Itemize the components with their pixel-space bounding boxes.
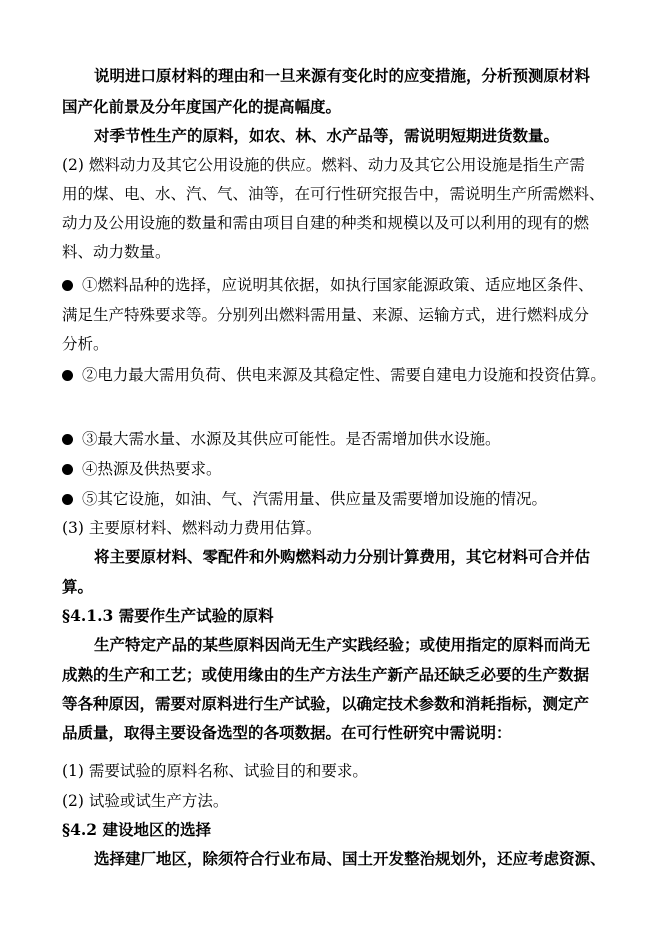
paragraph-line: 生产特定产品的某些原料因尚无生产实践经验；或使用指定的原料而尚无 — [94, 635, 591, 654]
paragraph-line: 料、动力数量。 — [62, 243, 171, 261]
bullet-item-line: ⑤其它设施，如油、气、汽需用量、供应量及需要增加设施的情况。 — [82, 490, 548, 508]
paragraph-line: 将主要原材料、零配件和外购燃料动力分别计算费用，其它材料可合并估 — [94, 547, 591, 566]
paragraph-line: 算。 — [62, 577, 94, 596]
section-heading: §4.2 建设地区的选择 — [62, 820, 211, 839]
bullet-icon — [62, 494, 73, 505]
paragraph-line: (2) 燃料动力及其它公用设施的供应。燃料、动力及其它公用设施是指生产需 — [62, 156, 585, 174]
paragraph-line: 对季节性生产的原料，如农、林、水产品等，需说明短期进货数量。 — [94, 126, 560, 145]
bullet-icon — [62, 280, 73, 291]
paragraph-line: (1) 需要试验的原料名称、试验目的和要求。 — [62, 762, 368, 780]
bullet-item-line: ②电力最大需用负荷、供电来源及其稳定性、需要自建电力设施和投资估算。 — [82, 366, 606, 384]
paragraph-line: 成熟的生产和工艺；或使用缘由的生产方法生产新产品还缺乏必要的生产数据 — [62, 665, 590, 684]
paragraph-line: 说明进口原材料的理由和一旦来源有变化时的应变措施，分析预测原材料 — [94, 66, 591, 85]
bullet-item-line: ①燃料品种的选择，应说明其依据，如执行国家能源政策、适应地区条件、 — [82, 276, 594, 294]
paragraph-line: (3) 主要原材料、燃料动力费用估算。 — [62, 519, 322, 537]
section-heading: §4.1.3 需要作生产试验的原料 — [62, 606, 274, 625]
paragraph-line: 品质量，取得主要设备选型的各项数据。在可行性研究中需说明： — [62, 723, 512, 742]
bullet-icon — [62, 464, 73, 475]
paragraph-line: 国产化前景及分年度国产化的提高幅度。 — [62, 97, 342, 116]
bullet-item-line: 分析。 — [62, 335, 109, 353]
bullet-icon — [62, 370, 73, 381]
paragraph-line: 动力及公用设施的数量和需由项目自建的种类和规模以及可以利用的现有的燃 — [62, 214, 590, 232]
paragraph-line: 选择建厂地区，除须符合行业布局、国土开发整治规划外，还应考虑资源、 — [94, 849, 606, 868]
bullet-item-line: 满足生产特殊要求等。分别列出燃料需用量、来源、运输方式，进行燃料成分 — [62, 306, 590, 324]
bullet-item-line: ③最大需水量、水源及其供应可能性。是否需增加供水设施。 — [82, 430, 501, 448]
bullet-icon — [62, 434, 73, 445]
bullet-item-line: ④热源及供热要求。 — [82, 460, 222, 478]
paragraph-line: 等各种原因，需要对原料进行生产试验，以确定技术参数和消耗指标，测定产 — [62, 694, 590, 713]
paragraph-line: (2) 试验或试生产方法。 — [62, 792, 229, 810]
paragraph-line: 用的煤、电、水、汽、气、油等，在可行性研究报告中，需说明生产所需燃料、 — [62, 185, 605, 203]
